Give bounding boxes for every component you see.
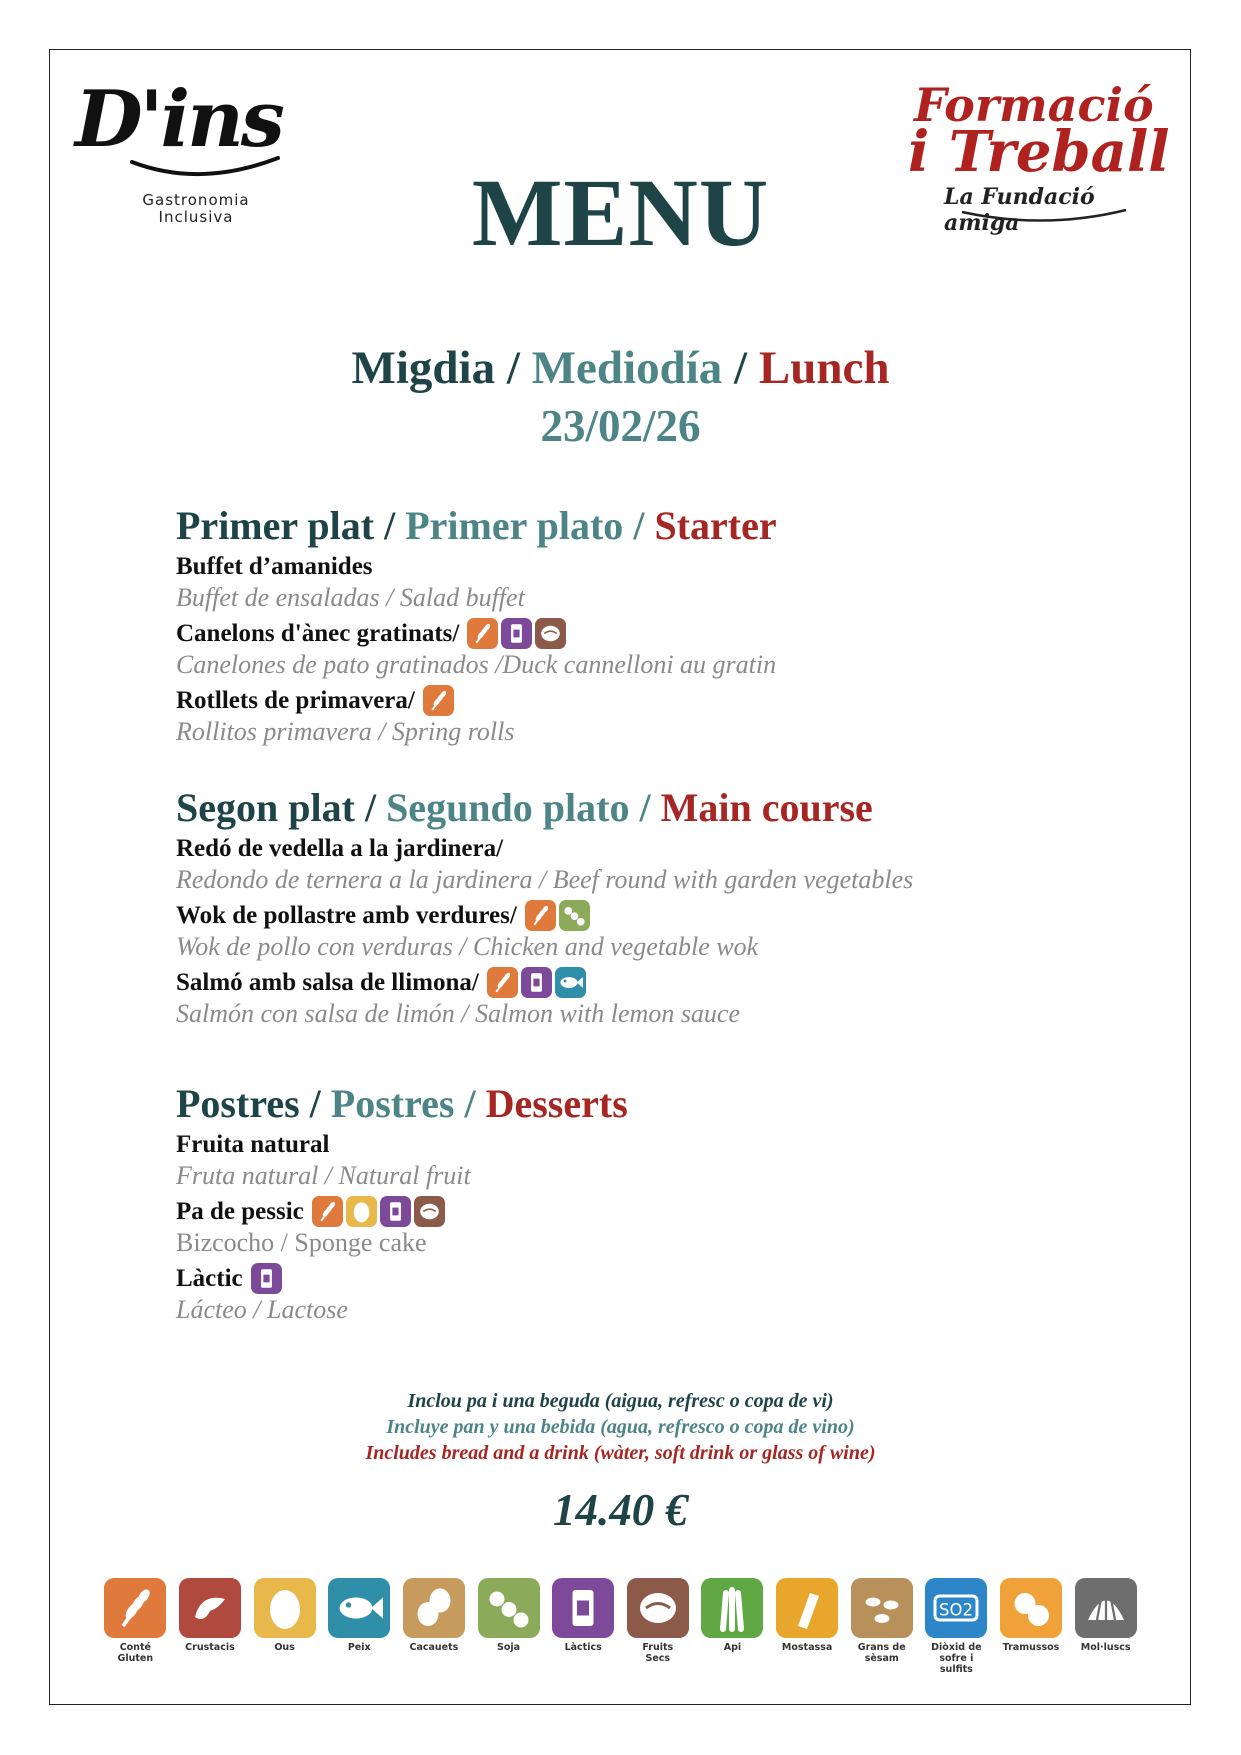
dish-description: Wok de pollo con verduras / Chicken and vegetable wok bbox=[176, 932, 759, 961]
legend-item-gluten bbox=[98, 1578, 173, 1688]
lupin-icon bbox=[1000, 1578, 1062, 1638]
legend-item-soja bbox=[471, 1578, 546, 1688]
includes-es: Incluye pan y una bebida (agua, refresco o copa de vino) bbox=[386, 1416, 855, 1438]
legend-label: Mostassa bbox=[781, 1642, 833, 1653]
includes-en: Includes bread and a drink (wàter, soft drink or glass of wine) bbox=[365, 1442, 876, 1464]
dish-description: Rollitos primavera / Spring rolls bbox=[176, 717, 515, 746]
menu-date: 23/02/26 bbox=[540, 401, 701, 451]
section-title: Primer plat / Primer plato / Starter bbox=[176, 503, 777, 548]
section-title: Postres / Postres / Desserts bbox=[176, 1081, 628, 1126]
dish-name: Redó de vedella a la jardinera / bbox=[176, 834, 504, 862]
dish-description: Canelones de pato gratinados /Duck cannelloni au gratin bbox=[176, 650, 777, 679]
dish-name: Rotllets de primavera / bbox=[176, 684, 1076, 717]
legend-label: Grans de sèsam bbox=[857, 1642, 906, 1664]
dins-logo-word: D'ins bbox=[75, 74, 282, 165]
ft-logo-line2: i Treball bbox=[908, 119, 1170, 185]
dish-name: Canelons d'ànec gratinats / bbox=[176, 617, 1076, 650]
dish-description: Lácteo / Lactose bbox=[176, 1295, 348, 1324]
ft-logo-line1: Formació bbox=[914, 78, 1154, 132]
wheat-icon bbox=[525, 900, 556, 931]
peanut-icon bbox=[403, 1578, 465, 1638]
legend-item-sulfits bbox=[919, 1578, 994, 1688]
section-starter bbox=[176, 502, 1076, 751]
nut-icon bbox=[627, 1578, 689, 1638]
legend-label: Fruits Secs bbox=[642, 1642, 674, 1664]
allergen-icons bbox=[251, 1263, 282, 1294]
legend-label: Peix bbox=[347, 1642, 371, 1653]
legend-item-sesam bbox=[844, 1578, 919, 1688]
legend-label: Diòxid de sofre i sulfits bbox=[931, 1642, 982, 1675]
meal-heading: Migdia / Mediodía / Lunch bbox=[351, 342, 890, 394]
legend-item-mostassa bbox=[770, 1578, 845, 1688]
dish-description: Salmón con salsa de limón / Salmon with lemon sauce bbox=[176, 999, 741, 1028]
legend-item-molluscs bbox=[1068, 1578, 1143, 1688]
includes-note bbox=[0, 1388, 1241, 1466]
legend-item-tramussos bbox=[994, 1578, 1069, 1688]
legend-label: Ous bbox=[274, 1642, 295, 1653]
soy-icon bbox=[559, 900, 590, 931]
ft-logo-line3: La Fundació amiga bbox=[944, 184, 1095, 236]
soy-icon bbox=[478, 1578, 540, 1638]
nut-icon bbox=[535, 618, 566, 649]
celery-icon bbox=[701, 1578, 763, 1638]
menu-price: 14.40 € bbox=[553, 1485, 688, 1535]
milk-icon bbox=[552, 1578, 614, 1638]
section-desserts bbox=[176, 1080, 1076, 1329]
egg-icon bbox=[346, 1196, 377, 1227]
dish-description: Bizcocho / Sponge cake bbox=[176, 1228, 427, 1257]
dish-description: Redondo de ternera a la jardinera / Beef round with garden vegetables bbox=[176, 865, 914, 894]
wheat-icon bbox=[312, 1196, 343, 1227]
legend-label: Mol·luscs bbox=[1080, 1642, 1131, 1653]
allergen-legend bbox=[98, 1578, 1143, 1688]
allergen-icons bbox=[487, 967, 586, 998]
wheat-icon bbox=[423, 685, 454, 716]
shrimp-icon bbox=[179, 1578, 241, 1638]
section-title: Segon plat / Segundo plato / Main course bbox=[176, 785, 873, 830]
page-title: MENU bbox=[471, 159, 770, 266]
svg-text:SO2: SO2 bbox=[939, 1600, 974, 1620]
milk-icon bbox=[521, 967, 552, 998]
legend-label: Conté Gluten bbox=[117, 1642, 154, 1664]
milk-icon bbox=[251, 1263, 282, 1294]
dish-name: Wok de pollastre amb verdures / bbox=[176, 899, 1076, 932]
allergen-icons bbox=[423, 685, 454, 716]
dish-name: Làctic bbox=[176, 1262, 1076, 1295]
so2-icon bbox=[925, 1578, 987, 1638]
allergen-icons bbox=[312, 1196, 445, 1227]
legend-item-fruits-secs bbox=[620, 1578, 695, 1688]
milk-icon bbox=[501, 618, 532, 649]
allergen-icons bbox=[525, 900, 590, 931]
sesame-icon bbox=[851, 1578, 913, 1638]
legend-label: Crustacis bbox=[185, 1642, 235, 1653]
section-main-course bbox=[176, 784, 1076, 1033]
dish-description: Fruta natural / Natural fruit bbox=[176, 1161, 471, 1190]
legend-item-lactics bbox=[546, 1578, 621, 1688]
legend-item-crustacis bbox=[173, 1578, 248, 1688]
dins-tagline: Gastronomia Inclusiva bbox=[142, 191, 250, 226]
wheat-icon bbox=[104, 1578, 166, 1638]
egg-icon bbox=[254, 1578, 316, 1638]
wheat-icon bbox=[467, 618, 498, 649]
mustard-icon bbox=[776, 1578, 838, 1638]
dish-name: Fruita natural bbox=[176, 1130, 330, 1158]
legend-item-peix bbox=[322, 1578, 397, 1688]
legend-item-ous bbox=[247, 1578, 322, 1688]
dish-name: Buffet d’amanides bbox=[176, 552, 373, 580]
wheat-icon bbox=[487, 967, 518, 998]
dish-name: Salmó amb salsa de llimona / bbox=[176, 966, 1076, 999]
legend-label: Api bbox=[723, 1642, 742, 1653]
legend-item-api bbox=[695, 1578, 770, 1688]
legend-label: Làctics bbox=[564, 1642, 602, 1653]
legend-label: Cacauets bbox=[409, 1642, 459, 1653]
milk-icon bbox=[380, 1196, 411, 1227]
fish-icon bbox=[555, 967, 586, 998]
legend-item-cacauets bbox=[397, 1578, 472, 1688]
legend-label: Soja bbox=[497, 1642, 521, 1653]
legend-label: Tramussos bbox=[1002, 1642, 1060, 1653]
includes-ca: Inclou pa i una beguda (aigua, refresc o copa de vi) bbox=[407, 1390, 834, 1412]
allergen-icons bbox=[467, 618, 566, 649]
shell-icon bbox=[1075, 1578, 1137, 1638]
fish-icon bbox=[328, 1578, 390, 1638]
nut-icon bbox=[414, 1196, 445, 1227]
dish-description: Buffet de ensaladas / Salad buffet bbox=[176, 583, 525, 612]
dish-name: Pa de pessic bbox=[176, 1195, 1076, 1228]
